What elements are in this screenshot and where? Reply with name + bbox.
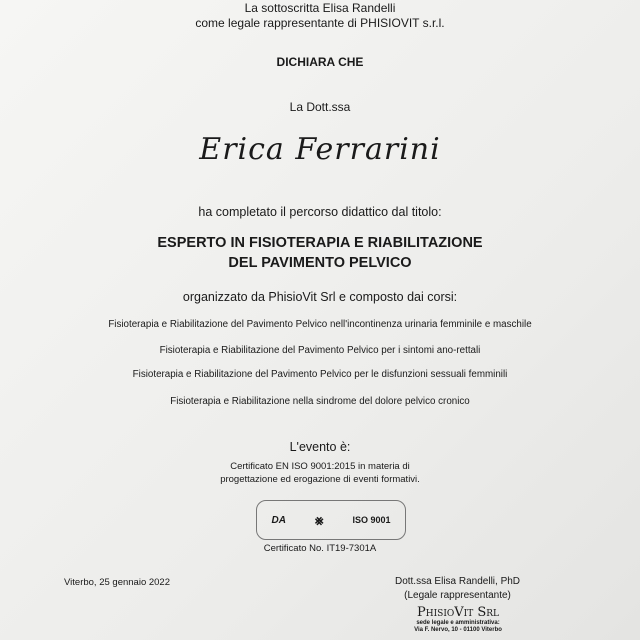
recipient-name: Erica Ferrarini — [199, 132, 441, 167]
signatory — [385, 575, 530, 603]
iso-label: ISO 9001 — [352, 515, 391, 525]
course-item: Fisioterapia e Riabilitazione del Pavimento Pelvico per i sintomi ano-rettali — [159, 345, 481, 356]
header-line-1: La sottoscritta Elisa Randelli — [244, 1, 396, 15]
course-title-line-1: ESPERTO IN FISIOTERAPIA E RIABILITAZIONE — [157, 235, 483, 251]
completed-text: ha completato il percorso didattico dal titolo: — [198, 205, 442, 219]
certification-text — [0, 460, 640, 486]
ax-logo-icon: ⨳ — [314, 511, 324, 528]
iso-certification-logo — [256, 500, 406, 540]
course-title-line-2: DEL PAVIMENTO PELVICO — [228, 255, 412, 271]
stamp-line-1: sede legale e amministrativa: — [416, 620, 500, 626]
organized-text: organizzato da PhisioVit Srl e composto dai corsi: — [182, 290, 458, 304]
header-line-2: come legale rappresentante di PHISIOVIT s.r.l. — [195, 16, 445, 30]
course-item: Fisioterapia e Riabilitazione nella sindrome del dolore pelvico cronico — [170, 396, 470, 407]
course-title — [0, 233, 640, 273]
da-logo-icon: DA — [271, 514, 286, 526]
signatory-role: (Legale rappresentante) — [404, 590, 511, 601]
signatory-name: Dott.ssa Elisa Randelli, PhD — [394, 576, 521, 587]
course-item: Fisioterapia e Riabilitazione del Pavimento Pelvico per le disfunzioni sessuali femminili — [132, 369, 508, 380]
stamp-company: PhisioVit Srl — [417, 605, 499, 620]
recipient-prefix: La Dott.ssa — [289, 100, 351, 114]
certification-line-1: Certificato EN ISO 9001:2015 in materia di — [230, 461, 410, 472]
certificate-number: Certificato No. IT19-7301A — [263, 543, 377, 554]
event-label: L'evento è: — [289, 440, 351, 454]
date-place: Viterbo, 25 gennaio 2022 — [64, 577, 170, 588]
company-stamp — [398, 605, 518, 634]
declares-heading: DICHIARA CHE — [276, 55, 364, 69]
stamp-line-2: Via F. Nervo, 10 - 01100 Viterbo — [414, 627, 502, 633]
course-item: Fisioterapia e Riabilitazione del Pavimento Pelvico nell'incontinenza urinaria femminile e maschile — [108, 319, 532, 330]
certification-line-2: progettazione ed erogazione di eventi formativi. — [220, 474, 420, 485]
